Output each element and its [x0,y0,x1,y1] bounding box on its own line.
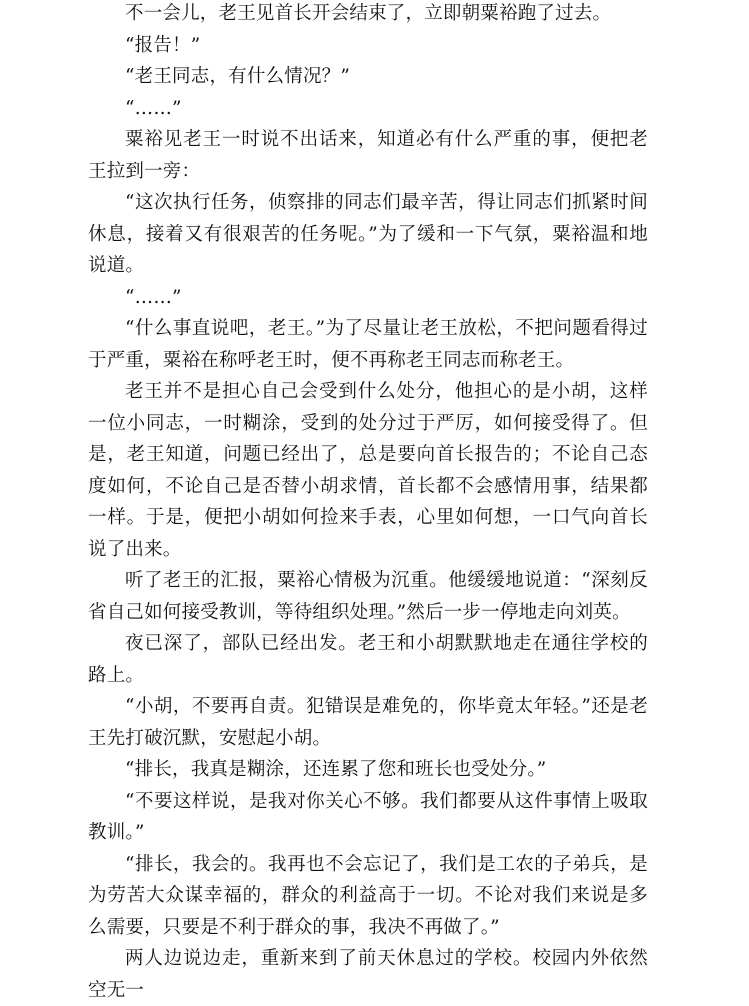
paragraph: 不一会儿，老王见首长开会结束了，立即朝粟裕跑了过去。 [125,3,612,24]
paragraph: “报告！” [125,34,201,56]
paragraph: “小胡，不要再自责。犯错误是难免的，你毕竟太年轻。”还是老王先打破沉默，安慰起小胡。 [88,696,648,749]
paragraph: “……” [125,286,182,308]
paragraph: “……” [125,97,182,119]
paragraph: “排长，我真是糊涂，还连累了您和班长也受处分。” [125,759,547,780]
paragraph: 老王并不是担心自己会受到什么处分，他担心的是小胡，这样一位小同志，一时糊涂，受到的处分过于严厉，如何接受得了。但是，老王知道，问题已经出了，总是要向首长报告的；不论自己态度如何，不论自己是否替小胡求情，首长都不会感情用事，结果都一样。于是，便把小胡如何捡来手表，心里如何想，一口气向首长说了出来。 [88,381,648,560]
paragraph: 听了老王的汇报，粟裕心情极为沉重。他缓缓地说道：“深刻反省自己如何接受教训，等待组织处理。”然后一步一停地走向刘英。 [88,570,648,623]
paragraph: 夜已深了，部队已经出发。老王和小胡默默地走在通往学校的路上。 [88,633,648,686]
paragraph: 粟裕见老王一时说不出话来，知道必有什么严重的事，便把老王拉到一旁： [88,129,648,182]
paragraph: “这次执行任务，侦察排的同志们最辛苦，得让同志们抓紧时间休息，接着又有很艰苦的任务呢。”为了缓和一下气氛，粟裕温和地说道。 [88,192,648,276]
paragraph: “老王同志，有什么情况？” [125,66,351,87]
text-column [88,0,648,1006]
paragraph: 两人边说边走，重新来到了前天休息过的学校。校园内外依然空无一 [88,948,648,1001]
paragraph: “不要这样说，是我对你关心不够。我们都要从这件事情上吸取教训。” [88,790,648,843]
paragraph: “什么事直说吧，老王。”为了尽量让老王放松，不把问题看得过于严重，粟裕在称呼老王时，便不再称老王同志而称老王。 [88,318,648,371]
paragraph: “排长，我会的。我再也不会忘记了，我们是工农的子弟兵，是为劳苦大众谋幸福的，群众的利益高于一切。不论对我们来说是多么需要，只要是不利于群众的事，我决不再做了。” [88,853,648,938]
